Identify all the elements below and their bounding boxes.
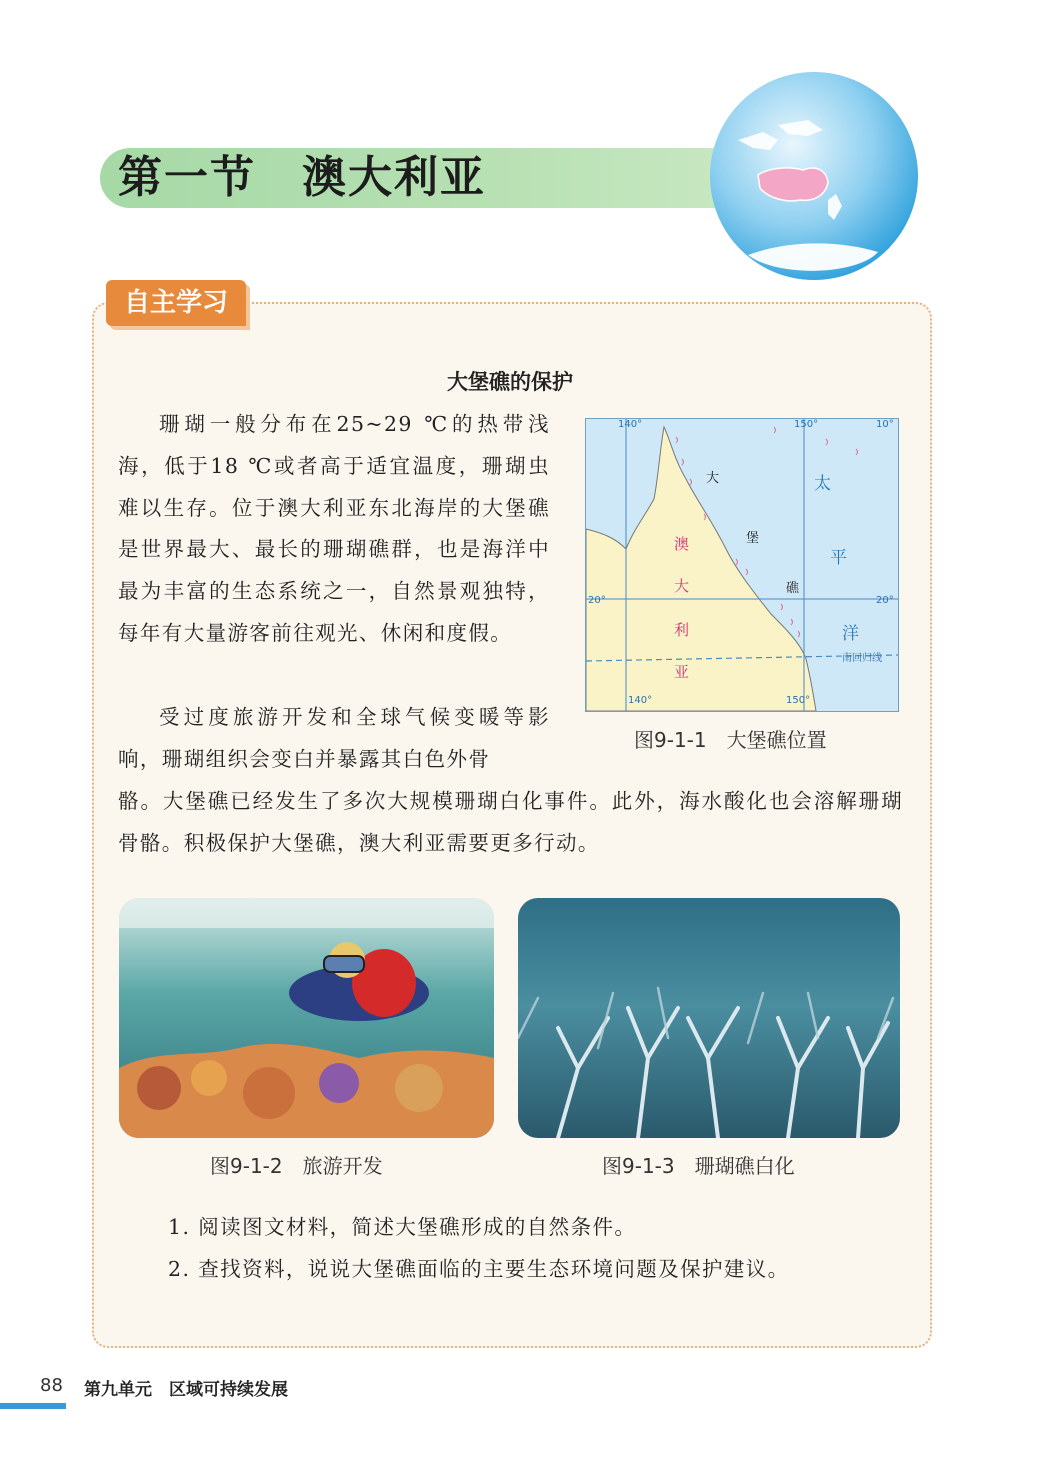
ocean-char-2: 平 [830, 548, 847, 568]
figure-2-caption: 图9-1-2 旅游开发 [210, 1154, 383, 1178]
land-char-3: 利 [674, 621, 690, 639]
lon-140-top: 140° [618, 419, 643, 430]
lat-20-left: 20° [588, 595, 606, 606]
page-number: 88 [40, 1375, 63, 1396]
page-title: 第一节 澳大利亚 [118, 152, 486, 203]
land-char-1: 澳 [674, 535, 690, 553]
paragraph-1: 珊瑚一般分布在25~29 ℃的热带浅海，低于18 ℃或者高于适宜温度，珊瑚虫难以生存。位于澳大利亚东北海岸的大堡礁是世界最大、最长的珊瑚礁群，也是海洋中最为丰富的生态系统之一，自然景观独特，每年有大量游客前往观光、休闲和度假。 [118, 412, 550, 645]
land-char-4: 亚 [674, 663, 690, 681]
lat-10: 10° [876, 419, 894, 430]
lon-150-bottom: 150° [786, 695, 811, 706]
reef-location-map [585, 418, 899, 712]
lat-20-right: 20° [876, 595, 894, 606]
unit-title: 第九单元 区域可持续发展 [84, 1380, 288, 1400]
figure-3-caption: 图9-1-3 珊瑚礁白化 [602, 1154, 795, 1178]
globe-icon [708, 70, 920, 282]
reef-char-1: 大 [706, 471, 720, 486]
question-1: 1. 阅读图文材料，简述大堡礁形成的自然条件。 [168, 1215, 637, 1239]
ocean-char-3: 洋 [842, 624, 859, 644]
paragraph-2-part-2: 骼。大堡礁已经发生了多次大规模珊瑚白化事件。此外，海水酸化也会溶解珊瑚骨骼。积极保护大堡礁，澳大利亚需要更多行动。 [118, 789, 903, 855]
section-tab-label: 自主学习 [123, 288, 228, 318]
footer-accent-line [0, 1403, 66, 1409]
article-title: 大堡礁的保护 [447, 370, 573, 394]
land-char-2: 大 [674, 577, 690, 595]
paragraph-2-part-1: 受过度旅游开发和全球气候变暖等影响，珊瑚组织会变白并暴露其白色外骨 [118, 705, 550, 771]
lon-150-top: 150° [794, 419, 819, 430]
lon-140-bottom: 140° [628, 695, 653, 706]
ocean-char-1: 太 [814, 474, 831, 494]
reef-char-2: 堡 [746, 531, 760, 546]
map-caption: 图9-1-1 大堡礁位置 [634, 728, 827, 752]
snorkeler-photo [119, 898, 494, 1138]
question-2: 2. 查找资料，说说大堡礁面临的主要生态环境问题及保护建议。 [168, 1257, 790, 1281]
reef-char-3: 礁 [786, 581, 800, 596]
bleached-coral-photo [518, 898, 900, 1138]
tropic-label: 南回归线 [842, 653, 882, 664]
